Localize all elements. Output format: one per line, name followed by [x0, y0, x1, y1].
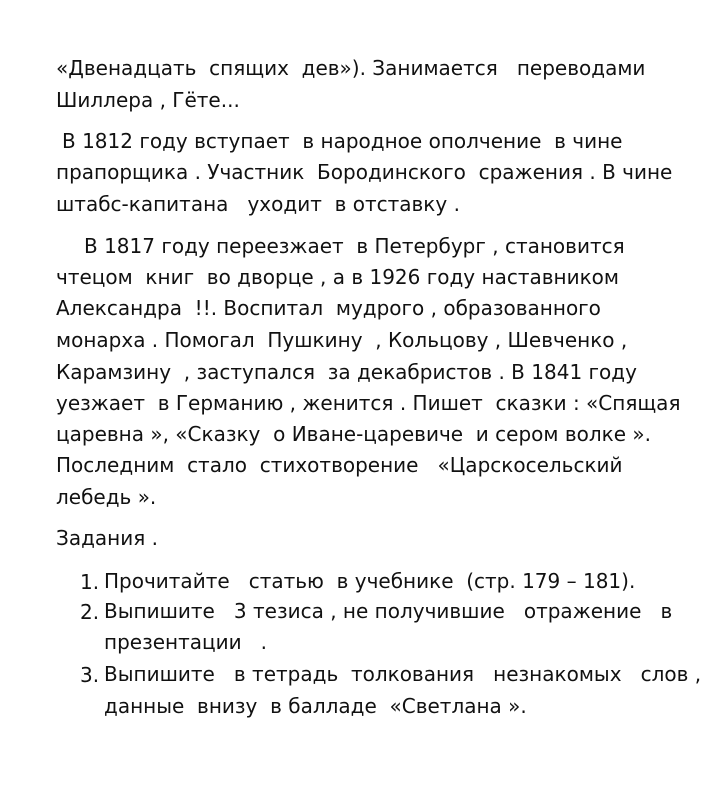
text-line: Александра !!. Воспитал мудрого , образованного — [56, 296, 601, 320]
text-line: уезжает в Германию , женится . Пишет сказки : «Спящая — [56, 391, 681, 415]
list-item-text: Выпишите 3 тезиса , не получившие отражение в — [104, 599, 673, 623]
paragraph-start-line: В 1817 году переезжает в Петербург , становится — [84, 234, 625, 258]
tasks-heading: Задания . — [56, 526, 158, 550]
text-line: лебедь ». — [56, 485, 157, 509]
text-line: штабс-капитана уходит в отставку . — [56, 192, 460, 216]
list-item-number: 2. — [80, 600, 100, 624]
list-item-number: 1. — [80, 570, 100, 594]
list-item-text: презентации . — [104, 630, 268, 654]
list-item-text: данные внизу в балладе «Светлана ». — [104, 694, 527, 718]
text-line: «Двенадцать спящих дев»). Занимается переводами — [56, 56, 646, 80]
text-line: монарха . Помогал Пушкину , Кольцову , Шевченко , — [56, 328, 628, 352]
paragraph-start-line: В 1812 году вступает в народное ополчение в чине — [62, 129, 623, 153]
list-item-text: Выпишите в тетрадь толкования незнакомых слов , — [104, 662, 702, 686]
list-item-text: Прочитайте статью в учебнике (стр. 179 – 181). — [104, 569, 636, 593]
text-line: Карамзину , заступался за декабристов . В 1841 году — [56, 360, 637, 384]
text-line: царевна », «Сказку о Иване-царевиче и сером волке ». — [56, 422, 651, 446]
list-item-number: 3. — [80, 663, 100, 687]
text-line: Последним стало стихотворение «Царскосельский — [56, 453, 623, 477]
text-line: прапорщика . Участник Бородинского сражения . В чине — [56, 160, 673, 184]
text-line: чтецом книг во дворце , а в 1926 году наставником — [56, 265, 619, 289]
text-line: Шиллера , Гёте... — [56, 88, 240, 112]
